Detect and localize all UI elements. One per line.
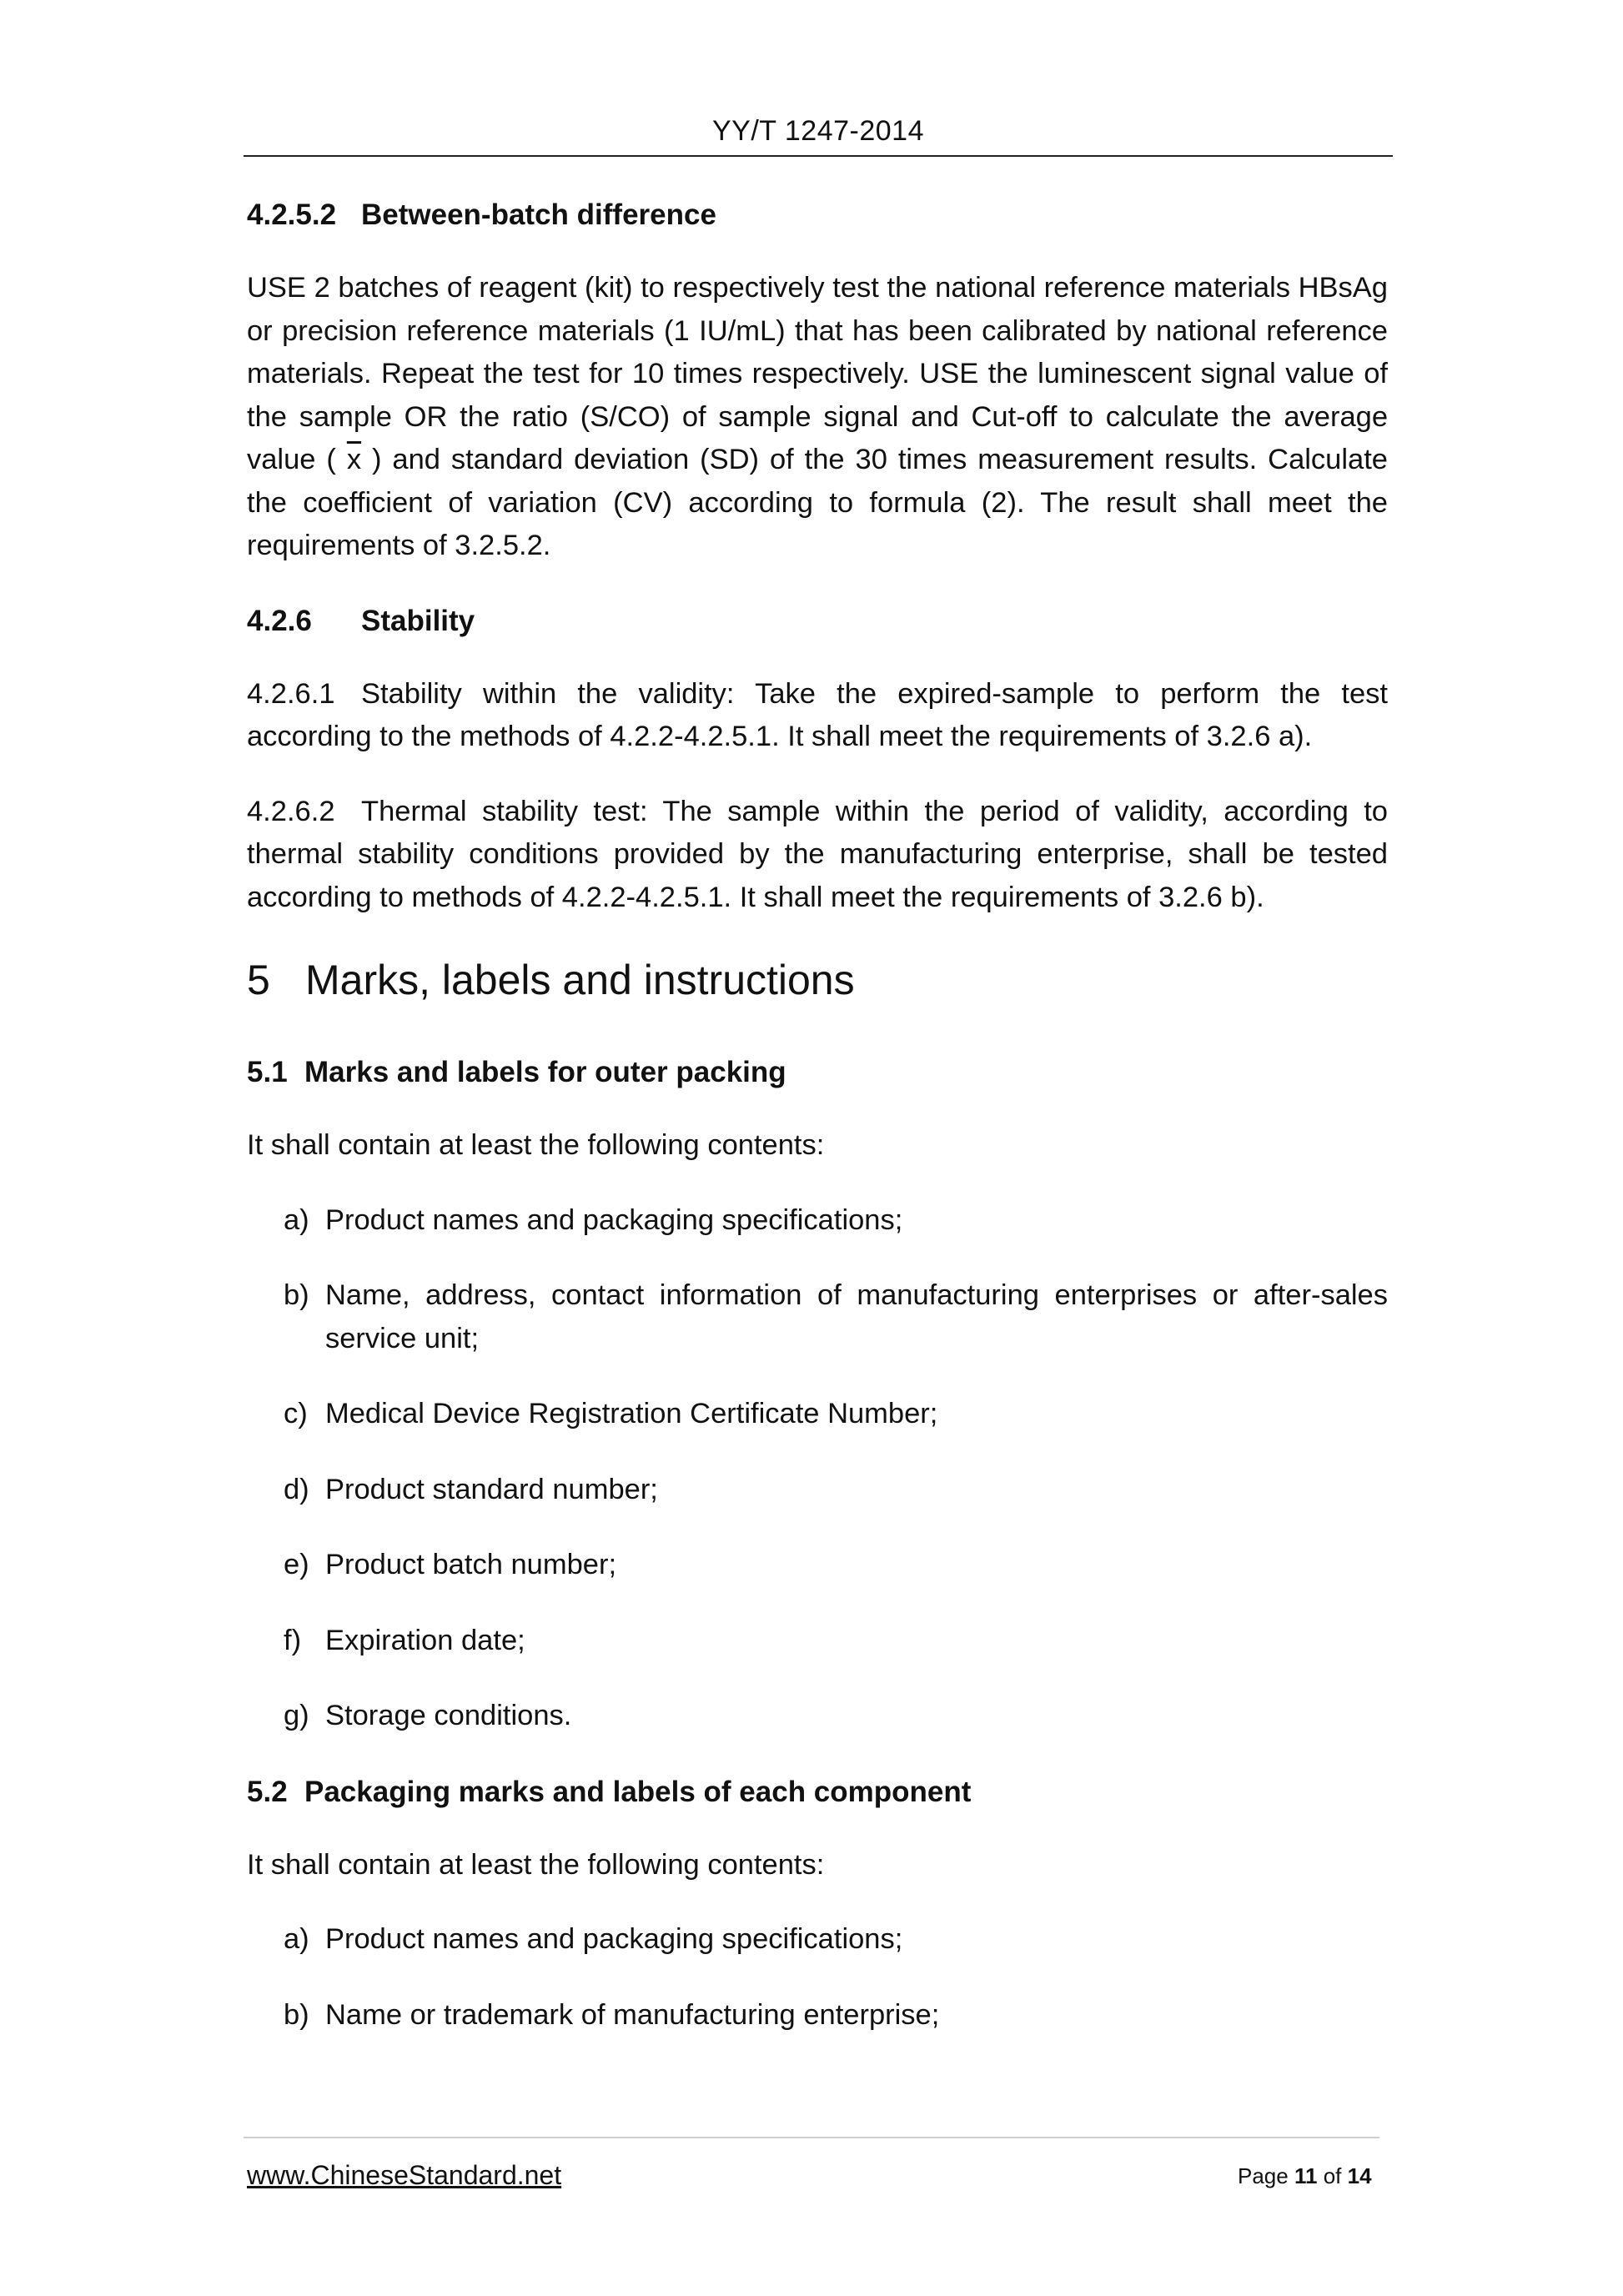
intro-5-1: It shall contain at least the following contents: (247, 1129, 825, 1161)
paragraph-text: Stability within the validity: Take the expired-sample to perform the test according to the methods of 4.2.2-4.2.5.1. It shall meet the requirements of 3.2.6 a). (247, 677, 1388, 752)
heading-number: 5.2 (247, 1775, 288, 1808)
document-body (247, 193, 1388, 2069)
page-total: 14 (1347, 2163, 1372, 2188)
list-item-text: Name, address, contact information of manufacturing enterprises or after-sales service unit; (325, 1279, 1388, 1354)
list-item-text: Medical Device Registration Certificate Number; (325, 1398, 938, 1429)
page-header-title: YY/T 1247-2014 (712, 115, 924, 147)
list-item-mark: b) (284, 1998, 309, 2031)
heading-number: 5.1 (247, 1056, 288, 1088)
list-item (247, 1274, 1388, 1360)
list-item-text: Product names and packaging specifications; (325, 1923, 903, 1955)
paragraph-text-part2: ) and standard deviation (SD) of the 30 times measurement results. Calculate the coefficient of variation (CV) according to formula (2). The result shall meet the requirements of 3.2.5.2. (247, 444, 1388, 561)
list-item-text: Product batch number; (325, 1549, 617, 1580)
heading-number: 4.2.5.2 (247, 198, 337, 231)
heading-title: Marks, labels and instructions (305, 957, 855, 1003)
xbar-symbol: $\overline{x}$ (346, 444, 362, 475)
heading-number: 4.2.6 (247, 604, 312, 637)
paragraph-text: Thermal stability test: The sample within the period of validity, according to thermal stability conditions provided by the manufacturing enterprise, shall be tested according to methods of 4.2.2-4.2.5.1. It shall meet the requirements of 3.2.6 b). (247, 795, 1388, 913)
list-item (247, 1199, 1388, 1243)
heading-4-2-5-2 (247, 193, 1388, 237)
heading-5 (247, 951, 1388, 1009)
footer-website-link[interactable]: www.ChineseStandard.net (247, 2160, 562, 2190)
list-item-mark: f) (284, 1624, 302, 1656)
list-item (247, 1918, 1388, 1962)
heading-title: Packaging marks and labels of each component (304, 1775, 972, 1808)
list-item-text: Expiration date; (325, 1624, 525, 1656)
paragraph-between-batch (247, 267, 1388, 568)
list-item-mark: d) (284, 1473, 309, 1505)
page-current: 11 (1294, 2163, 1318, 2188)
list-5-2 (247, 1918, 1388, 2037)
list-item (247, 1393, 1388, 1436)
list-item (247, 1469, 1388, 1512)
list-item-text: Storage conditions. (325, 1700, 572, 1731)
heading-5-1 (247, 1051, 1388, 1094)
list-item-mark: a) (284, 1203, 309, 1236)
list-item-mark: e) (284, 1549, 309, 1580)
page-number (1238, 2163, 1372, 2189)
heading-4-2-6 (247, 600, 1388, 643)
intro-5-2: It shall contain at least the following contents: (247, 1848, 825, 1881)
heading-title: Stability (361, 604, 475, 637)
footer-divider (244, 2137, 1379, 2138)
list-item (247, 1620, 1388, 1663)
list-item (247, 1695, 1388, 1738)
list-item-text: Product names and packaging specifications; (325, 1203, 903, 1236)
list-5-1 (247, 1199, 1388, 1738)
heading-5-2 (247, 1771, 1388, 1814)
list-item-mark: c) (284, 1398, 308, 1429)
list-item (247, 1544, 1388, 1587)
header-divider (244, 155, 1393, 157)
heading-title: Between-batch difference (361, 198, 716, 231)
paragraph-number: 4.2.6.1 (247, 677, 335, 710)
paragraph-4-2-6-1 (247, 673, 1388, 759)
list-item-mark: a) (284, 1923, 309, 1955)
list-item-mark: g) (284, 1700, 309, 1731)
heading-number: 5 (247, 957, 270, 1003)
page-of: of (1323, 2163, 1342, 2188)
page-prefix: Page (1238, 2163, 1289, 2188)
heading-title: Marks and labels for outer packing (304, 1056, 786, 1088)
paragraph-number: 4.2.6.2 (247, 795, 335, 827)
paragraph-text-part1: USE 2 batches of reagent (kit) to respectively test the national reference materials HBsAg or precision reference materials (1 IU/mL) that has been calibrated by national reference materials. Repeat the test for 10 times respectively. USE the luminescent signal value of the sample OR the ratio (S/CO) of sample signal and Cut-off to calculate the average value ( (247, 272, 1388, 475)
list-item-mark: b) (284, 1279, 309, 1311)
paragraph-4-2-6-2 (247, 791, 1388, 920)
list-item (247, 1994, 1388, 2037)
list-item-text: Name or trademark of manufacturing enterprise; (325, 1998, 940, 2031)
list-item-text: Product standard number; (325, 1473, 658, 1505)
